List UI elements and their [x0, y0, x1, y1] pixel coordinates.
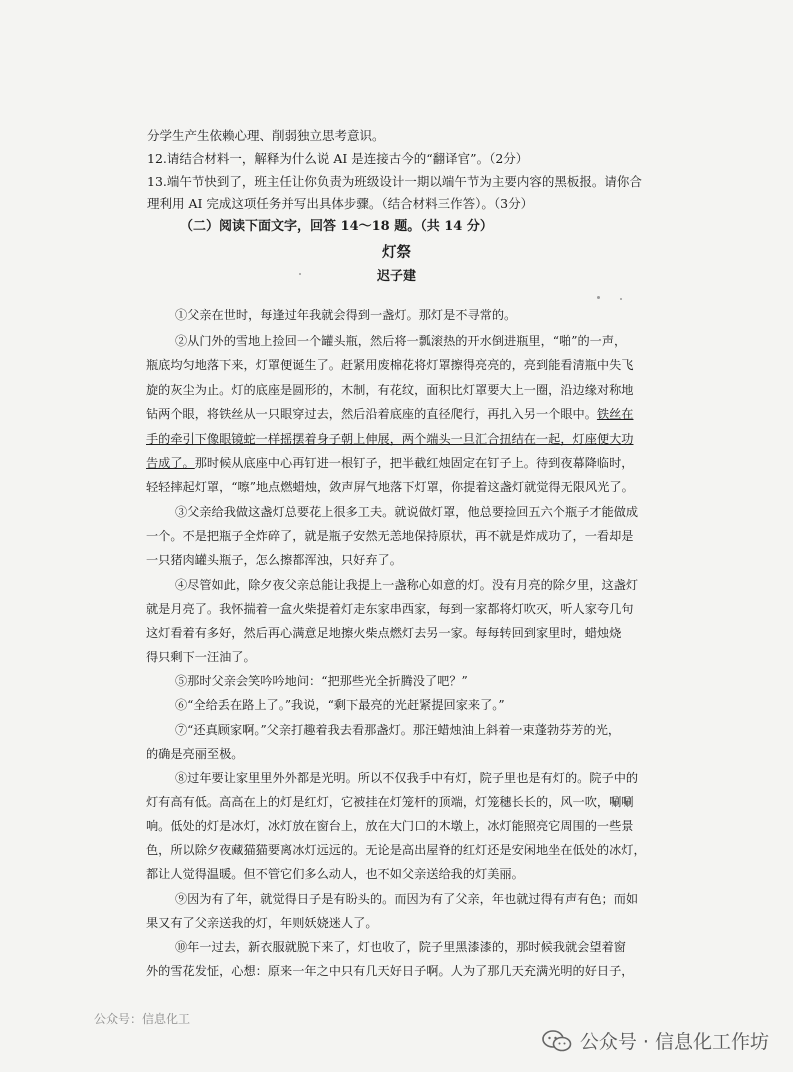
paragraph-7-line2: 的确是亮丽至极。: [146, 747, 244, 761]
section-heading: （二）阅读下面文字，回答 14～18 题。（共 14 分）: [180, 219, 493, 234]
paragraph-8-line5: 都让人觉得温暖。但不管它们多么动人，也不如父亲送给我的灯美丽。: [146, 867, 524, 881]
article-title: 灯祭: [382, 244, 411, 261]
paragraph-10-line1: ⑩年一过去，新衣服就脱下来了，灯也收了，院子里黑漆漆的，那时候我就会望着窗: [175, 940, 626, 954]
article-author: 迟子建: [376, 269, 416, 284]
paragraph-9-line2: 果又有了父亲送我的灯，年则妖娆迷人了。: [146, 916, 378, 930]
paragraph-2-line4: [146, 405, 634, 423]
paragraph-2-line6-tail: 那时候从底座中心再钉进一根钉子，把半截红烛固定在钉子上。待到夜幕降临时，: [194, 456, 634, 470]
paragraph-3-line1: ③父亲给我做这盏灯总要花上很多工夫。就说做灯罩，他总要捡回五六个瓶子才能做成: [175, 505, 639, 519]
scan-speck: [299, 273, 301, 275]
question-12: 12.请结合材料一，解释为什么说 AI 是连接古今的“翻译官”。（2分）: [147, 151, 529, 166]
paragraph-8-line2: 灯有高有低。高高在上的灯是红灯，它被挂在灯笼杆的顶端，灯笼穗长长的，风一吹，唰唰: [146, 795, 634, 809]
question-11-tail: 分学生产生依赖心理、削弱独立思考意识。: [147, 128, 385, 143]
paragraph-8-line4: 色，所以除夕夜藏猫猫要离冰灯远远的。无论是高出屋脊的红灯还是安闲地坐在低处的冰灯，: [146, 843, 646, 857]
paragraph-7-line1: ⑦“还真顾家啊。”父亲打趣着我去看那盏灯。那汪蜡烛油上斜着一束蓬勃芬芳的光，: [175, 723, 621, 737]
paragraph-10-line2: 外的雪花发怔，心想：原来一年之中只有几天好日子啊。人为了那几天充满光明的好日子，: [146, 964, 634, 978]
paragraph-8-line1: ⑧过年要让家里里外外都是光明。所以不仅我手中有灯，院子里也是有灯的。院子中的: [175, 771, 639, 785]
paragraph-3-line3: 一只猪肉罐头瓶子，怎么擦都浑浊，只好弃了。: [146, 553, 402, 567]
paragraph-4-line2: 就是月亮了。我怀揣着一盒火柴提着灯走东家串西家，每到一家都将灯吹灭，听人家夸几句: [146, 602, 634, 616]
underlined-phrase: 铁丝在: [596, 407, 634, 421]
paragraph-4-line4: 得只剩下一汪油了。: [146, 650, 256, 664]
question-13-line2: 理利用 AI 完成这项任务并写出具体步骤。（结合材料三作答）。（3分）: [147, 196, 534, 211]
scan-speck: [597, 296, 600, 299]
paragraph-4-line1: ④尽管如此，除夕夜父亲总能让我提上一盏称心如意的灯。没有月亮的除夕里，这盏灯: [175, 578, 639, 592]
footer-watermark: [542, 1027, 769, 1054]
paragraph-9-line1: ⑨因为有了年，就觉得日子是有盼头的。而因为有了父亲，年也就过得有声有色；而如: [175, 892, 639, 906]
paragraph-2-line6-underlined: 告成了。: [146, 456, 195, 470]
paragraph-4-line3: 这灯看着有多好，然后再心满意足地擦火柴点燃灯去另一家。每每转回到家里时，蜡烛烧: [146, 626, 622, 640]
wechat-icon: [542, 1029, 572, 1053]
paragraph-2-line5-underlined: 手的牵引下像眼镜蛇一样摇摆着身子朝上伸展，两个端头一旦汇合扭结在一起，灯座便大功: [146, 432, 634, 446]
paragraph-2-line6: [146, 454, 634, 472]
paragraph-2-line4-text: 钻两个眼，将铁丝从一只眼穿过去，然后沿着底座的直径爬行，再扎入另一个眼中。: [146, 407, 597, 421]
paragraph-2-line2: 瓶底均匀地落下来，灯罩便诞生了。赶紧用废棉花将灯罩擦得亮亮的，亮到能看清瓶中失飞: [146, 358, 634, 372]
paragraph-3-line2: 一个。不是把瓶子全炸碎了，就是瓶子安然无恙地保持原状，再不就是炸成功了，一看却是: [146, 529, 634, 543]
paragraph-1: ①父亲在世时，每逢过年我就会得到一盏灯。那灯是不寻常的。: [175, 308, 517, 322]
paragraph-2-line1: ②从门外的雪地上捡回一个罐头瓶，然后将一瓢滚热的开水倒进瓶里，“啪”的一声，: [175, 334, 627, 348]
paragraph-2-line3: 旋的灰尘为止。灯的底座是圆形的，木制，有花纹，面积比灯罩要大上一圈，沿边缘对称地: [146, 383, 634, 397]
footer-account-label: 公众号：信息化工: [94, 1012, 191, 1026]
scan-speck: [620, 298, 622, 300]
paragraph-5: ⑤那时父亲会笑吟吟地问：“把那些光全折腾没了吧？”: [175, 674, 468, 688]
question-13-line1: 13.端午节快到了，班主任让你负责为班级设计一期以端午节为主要内容的黑板报。请你合: [147, 174, 642, 189]
paragraph-8-line3: 响。低处的灯是冰灯，冰灯放在窗台上，放在大门口的木墩上，冰灯能照亮它周围的一些景: [146, 819, 634, 833]
paragraph-2-line7: 轻轻摔起灯罩，“嚓”地点燃蜡烛，敛声屏气地落下灯罩，你提着这盏灯就觉得无限风光了。: [146, 480, 634, 494]
footer-watermark-text: 公众号 · 信息化工作坊: [579, 1031, 769, 1053]
paragraph-6: ⑥“全给丢在路上了。”我说，“剩下最亮的光赶紧提回家来了。”: [175, 698, 505, 712]
